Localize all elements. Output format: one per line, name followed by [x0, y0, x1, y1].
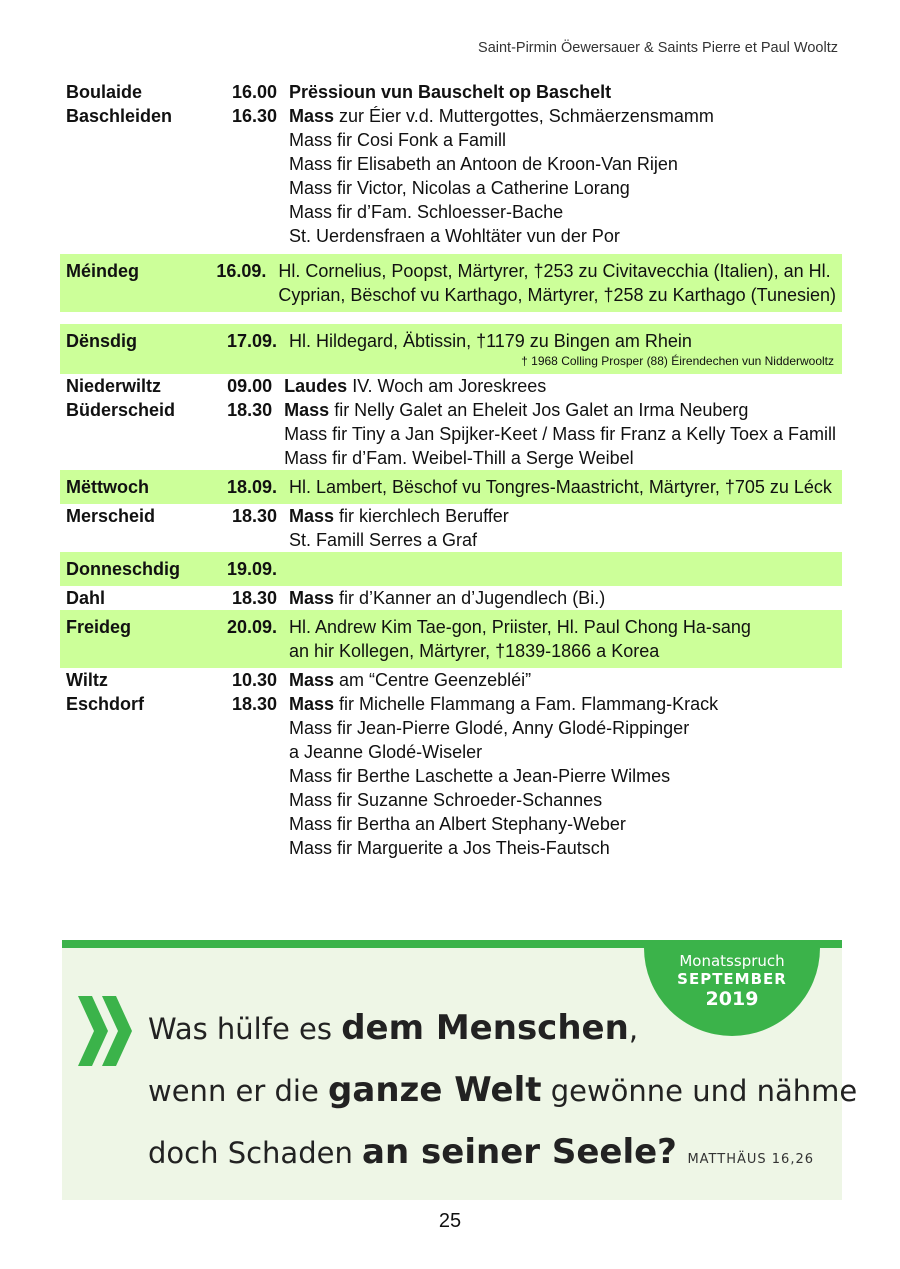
date-value: 17.09.	[226, 331, 277, 351]
description-line	[289, 528, 836, 552]
service-detail: Hl. Cornelius, Poopst, Märtyrer, †253 zu Civitavecchia (Italien), an Hl.	[278, 261, 831, 281]
service-type: Laudes	[284, 376, 348, 396]
service-detail: fir Nelly Galet an Eheleit Jos Galet an Irma Neuberg	[329, 400, 749, 420]
service-detail: am “Centre Geenzebléi”	[334, 670, 532, 690]
place-name: Donneschdig	[66, 559, 181, 579]
description-line	[289, 836, 836, 860]
description-line	[289, 176, 836, 200]
service-detail: fir kierchlech Beruffer	[334, 506, 509, 526]
description-column	[284, 374, 836, 470]
description-line	[289, 668, 836, 692]
description-line	[284, 446, 836, 470]
description-line	[289, 586, 836, 610]
mass-row	[60, 668, 842, 860]
quote-line	[148, 1008, 638, 1048]
place-column	[66, 586, 204, 610]
service-type: Mass	[289, 506, 335, 526]
description-line	[289, 329, 836, 353]
service-detail: fir Michelle Flammang a Fam. Flammang-Krack	[334, 694, 719, 714]
quote-emphasis: dem Menschen	[341, 1008, 629, 1048]
time-column	[204, 615, 289, 663]
place-column	[66, 615, 204, 663]
quote-line	[148, 1132, 677, 1172]
place-column	[66, 259, 197, 307]
service-detail: St. Famill Serres a Graf	[289, 530, 478, 550]
service-detail: an hir Kollegen, Märtyrer, †1839-1866 a Korea	[289, 641, 660, 661]
place-column	[66, 475, 204, 499]
time-value: 10.30	[231, 670, 277, 690]
service-type: Mass	[289, 694, 335, 714]
badge-title: Monatsspruch	[679, 952, 785, 970]
service-detail: Mass fir Elisabeth an Antoon de Kroon-Van Rijen	[289, 154, 678, 174]
time-value: 16.30	[231, 106, 277, 126]
description-line	[289, 788, 836, 812]
day-row	[60, 254, 842, 312]
description-line	[278, 283, 836, 307]
service-type: Mass	[289, 106, 335, 126]
place-name: Méindeg	[66, 261, 140, 281]
place-column	[66, 557, 204, 581]
service-type: Mass	[284, 400, 330, 420]
place-name: Büderscheid	[66, 400, 176, 420]
description-line	[289, 128, 836, 152]
mass-row	[60, 504, 842, 552]
quote-text: gewönne und nähme	[541, 1074, 858, 1108]
date-value: 20.09.	[226, 617, 277, 637]
mass-row	[60, 80, 842, 248]
time-value: 18.30	[231, 506, 277, 526]
badge-year: 2019	[705, 988, 759, 1010]
description-line	[289, 200, 836, 224]
time-column	[204, 80, 289, 248]
quote-chevron-icon	[78, 996, 136, 1066]
quote-emphasis: an seiner Seele?	[362, 1132, 677, 1172]
description-line	[289, 615, 836, 639]
description-line	[284, 422, 836, 446]
time-column	[204, 586, 289, 610]
service-type: Mass	[289, 588, 335, 608]
description-line	[289, 639, 836, 663]
service-detail: Mass fir d’Fam. Weibel-Thill a Serge Weibel	[284, 448, 634, 468]
service-detail: Mass fir Berthe Laschette a Jean-Pierre Wilmes	[289, 766, 671, 786]
schedule-table	[60, 80, 842, 860]
place-name: Dënsdig	[66, 331, 138, 351]
quote-text: ,	[628, 1012, 639, 1046]
service-detail: Mass fir d’Fam. Schloesser-Bache	[289, 202, 564, 222]
description-column	[289, 557, 836, 581]
page-number: 25	[438, 1210, 462, 1232]
service-detail: Mass fir Cosi Fonk a Famill	[289, 130, 507, 150]
mass-row	[60, 586, 842, 610]
day-row	[60, 324, 842, 374]
day-row	[60, 610, 842, 668]
service-detail: Cyprian, Bëschof vu Karthago, Märtyrer, †258 zu Karthago (Tunesien)	[278, 285, 836, 305]
service-detail: Hl. Andrew Kim Tae-gon, Priister, Hl. Paul Chong Ha-sang	[289, 617, 751, 637]
place-name: Merscheid	[66, 506, 156, 526]
place-column	[66, 329, 204, 369]
quote-text: Was hülfe es	[148, 1012, 342, 1046]
service-detail: Mass fir Suzanne Schroeder-Schannes	[289, 790, 603, 810]
description-line	[289, 152, 836, 176]
description-column	[289, 668, 836, 860]
service-detail: zur Éier v.d. Muttergottes, Schmäerzensmamm	[334, 106, 714, 126]
service-type: Prëssioun vun Bauschelt op Baschelt	[289, 82, 612, 102]
place-name: Freideg	[66, 617, 132, 637]
description-line	[278, 259, 836, 283]
description-line	[289, 692, 836, 716]
place-column	[66, 374, 201, 470]
place-name: Mëttwoch	[66, 477, 149, 497]
place-name: Niederwiltz	[66, 376, 162, 396]
description-line	[289, 740, 836, 764]
description-line	[289, 504, 836, 528]
monthly-badge	[644, 940, 820, 1036]
service-detail: St. Uerdensfraen a Wohltäter vun der Por	[289, 226, 620, 246]
service-detail: a Jeanne Glodé-Wiseler	[289, 742, 483, 762]
description-column	[289, 80, 836, 248]
service-detail: Hl. Hildegard, Äbtissin, †1179 zu Bingen am Rhein	[289, 331, 692, 351]
date-value: 16.09.	[216, 261, 267, 281]
time-value: 09.00	[227, 376, 273, 396]
date-value: 19.09.	[226, 559, 277, 579]
time-column	[204, 475, 289, 499]
place-column	[66, 80, 204, 248]
description-column	[278, 259, 836, 307]
time-column	[204, 504, 289, 552]
mass-row	[60, 374, 842, 470]
time-column	[197, 259, 278, 307]
place-name: Baschleiden	[66, 106, 173, 126]
description-line	[284, 374, 836, 398]
time-value: 18.30	[231, 694, 277, 714]
description-column	[289, 586, 836, 610]
description-line	[289, 716, 836, 740]
quote-text: wenn er die	[148, 1074, 329, 1108]
description-column	[289, 504, 836, 552]
place-name: Dahl	[66, 588, 106, 608]
description-line	[289, 104, 836, 128]
description-line	[289, 475, 836, 499]
badge-month: SEPTEMBER	[677, 970, 787, 988]
service-detail: fir d’Kanner an d’Jugendlech (Bi.)	[334, 588, 606, 608]
service-detail: Mass fir Victor, Nicolas a Catherine Lorang	[289, 178, 630, 198]
description-column	[289, 615, 836, 663]
service-detail: IV. Woch am Joreskrees	[347, 376, 547, 396]
page-header: Saint-Pirmin Öewersauer & Saints Pierre et Paul Wooltz	[478, 40, 838, 56]
time-column	[204, 329, 289, 369]
place-name: Wiltz	[66, 670, 108, 690]
quote-text: doch Schaden	[148, 1136, 363, 1170]
description-column	[289, 475, 836, 499]
time-value: 18.30	[227, 400, 273, 420]
date-value: 18.09.	[226, 477, 277, 497]
description-line	[289, 812, 836, 836]
monthly-quote-box	[62, 940, 858, 1200]
spacer	[60, 312, 842, 324]
service-detail: Mass fir Tiny a Jan Spijker-Keet / Mass fir Franz a Kelly Toex a Famill	[284, 424, 836, 444]
memorial-note: † 1968 Colling Prosper (88) Éirendechen vun Nidderwooltz	[521, 354, 834, 368]
service-detail: Mass fir Jean-Pierre Glodé, Anny Glodé-Rippinger	[289, 718, 690, 738]
time-column	[204, 668, 289, 860]
time-column	[204, 557, 289, 581]
quote-line	[148, 1070, 857, 1110]
place-column	[66, 668, 204, 860]
service-type: Mass	[289, 670, 335, 690]
description-line	[289, 80, 836, 104]
time-value: 18.30	[231, 588, 277, 608]
quote-emphasis: ganze Welt	[328, 1070, 542, 1110]
time-column	[201, 374, 284, 470]
description-line	[289, 224, 836, 248]
day-row	[60, 470, 842, 504]
time-value: 16.00	[231, 82, 277, 102]
service-detail: Hl. Lambert, Bëschof vu Tongres-Maastricht, Märtyrer, †705 zu Léck	[289, 477, 832, 497]
description-line	[284, 398, 836, 422]
place-name: Boulaide	[66, 82, 143, 102]
description-column	[289, 329, 836, 369]
description-line	[289, 764, 836, 788]
day-row	[60, 552, 842, 586]
service-detail: Mass fir Bertha an Albert Stephany-Weber	[289, 814, 626, 834]
place-column	[66, 504, 204, 552]
place-name: Eschdorf	[66, 694, 145, 714]
quote-reference: MATTHÄUS 16,26	[687, 1152, 814, 1167]
service-detail: Mass fir Marguerite a Jos Theis-Fautsch	[289, 838, 610, 858]
